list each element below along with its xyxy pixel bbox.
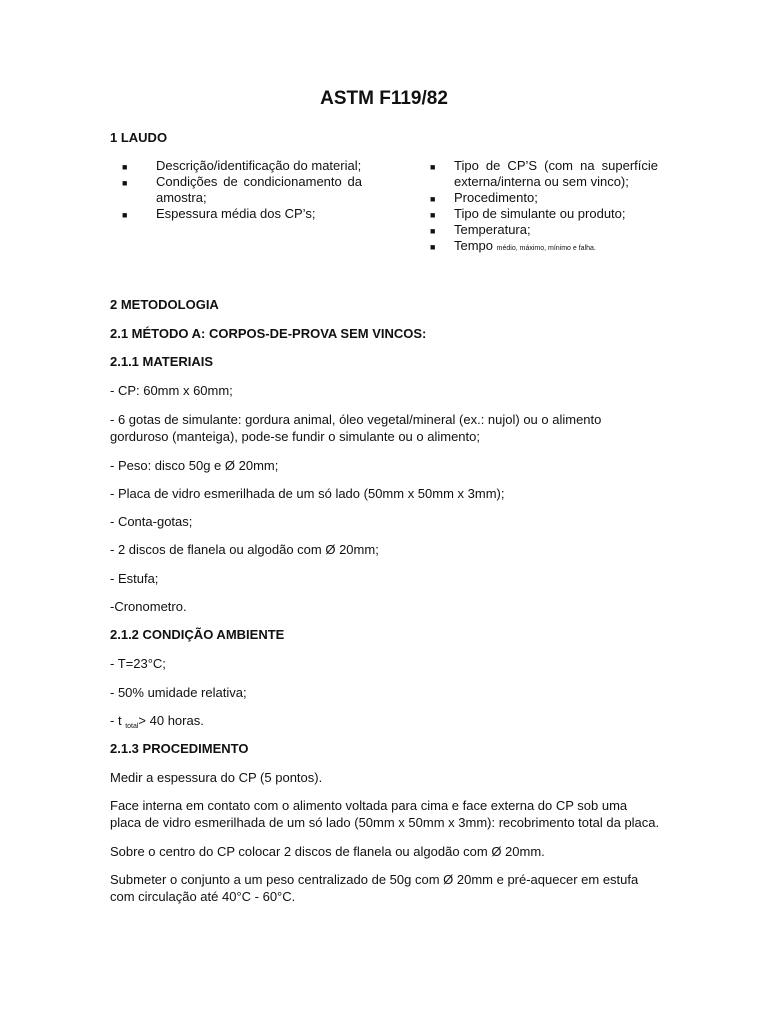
- procedimento-paragraph: Sobre o centro do CP colocar 2 discos de flanela ou algodão com Ø 20mm.: [110, 844, 545, 859]
- bullet-icon: ■: [430, 210, 436, 220]
- materiais-item: - CP: 60mm x 60mm;: [110, 383, 233, 398]
- document-title: ASTM F119/82: [320, 88, 448, 109]
- procedimento-paragraph: Submeter o conjunto a um peso centralizado de 50g com Ø 20mm e pré-aquecer em estufa com circulação até 40°C - 60°C.: [110, 872, 639, 904]
- laudo-left-list: [110, 158, 362, 222]
- bullet-icon: ■: [430, 242, 436, 252]
- list-item: ■ Descrição/identificação do material;: [122, 158, 362, 173]
- materiais-item: -Cronometro.: [110, 599, 187, 614]
- condicao-tempo: - t $_{total}$> 40 horas.: [110, 713, 204, 730]
- bullet-icon: ■: [122, 162, 128, 172]
- list-item: [430, 238, 658, 257]
- bullet-icon: ■: [430, 162, 436, 172]
- subsection-heading-materiais: 2.1.1 MATERIAIS: [110, 354, 214, 369]
- list-item: ■ Espessura média dos CP’s;: [122, 206, 316, 221]
- condicao-umidade: - 50% umidade relativa;: [110, 685, 247, 700]
- bullet-icon: ■: [122, 178, 128, 188]
- materiais-item: - Conta-gotas;: [110, 514, 193, 529]
- procedimento-paragraph: Medir a espessura do CP (5 pontos).: [110, 770, 323, 785]
- materiais-item: - Placa de vidro esmerilhada de um só lado (50mm x 50mm x 3mm);: [110, 486, 505, 501]
- bullet-icon: ■: [122, 210, 128, 220]
- procedimento-paragraph: Face interna em contato com o alimento voltada para cima e face externa do CP sob uma placa de vidro esmerilhada de um só lado (50mm x 50mm x 3mm): recobrimento total da placa.: [110, 798, 660, 830]
- list-item: ■ Procedimento;: [430, 190, 538, 205]
- condicao-temperatura: - T=23°C;: [110, 656, 166, 671]
- tempo-label: Tempo: [454, 238, 494, 253]
- list-item: ■ Temperatura;: [430, 222, 531, 237]
- subsection-heading-procedimento: 2.1.3 PROCEDIMENTO: [110, 741, 249, 756]
- bullet-icon: ■: [430, 194, 436, 204]
- laudo-right-list: [430, 158, 658, 257]
- materiais-item: - Estufa;: [110, 571, 159, 586]
- bullet-icon: ■: [430, 226, 436, 236]
- subsection-heading-metodo-a: 2.1 MÉTODO A: CORPOS-DE-PROVA SEM VINCOS:: [110, 326, 427, 341]
- subsection-heading-condicao: 2.1.2 CONDIÇÃO AMBIENTE: [110, 627, 285, 642]
- list-item: ■ Condições de condicionamento da amostra;: [122, 174, 362, 205]
- list-item: ■ Tipo de simulante ou produto;: [430, 206, 626, 221]
- list-item: ■ Tipo de CP’S (com na superfície externa/interna ou sem vinco);: [430, 158, 658, 189]
- tempo-note: médio, máximo, mínimo e falha.: [496, 245, 596, 252]
- section-heading-laudo: 1 LAUDO: [110, 130, 168, 145]
- section-heading-metodologia: 2 METODOLOGIA: [110, 297, 219, 312]
- materiais-item: - 6 gotas de simulante: gordura animal, óleo vegetal/mineral (ex.: nujol) ou o alimento gorduroso (manteiga), pode-se fundir o simulante ou o alimento;: [110, 412, 602, 444]
- materiais-item: - 2 discos de flanela ou algodão com Ø 20mm;: [110, 542, 379, 557]
- materiais-item: - Peso: disco 50g e Ø 20mm;: [110, 458, 279, 473]
